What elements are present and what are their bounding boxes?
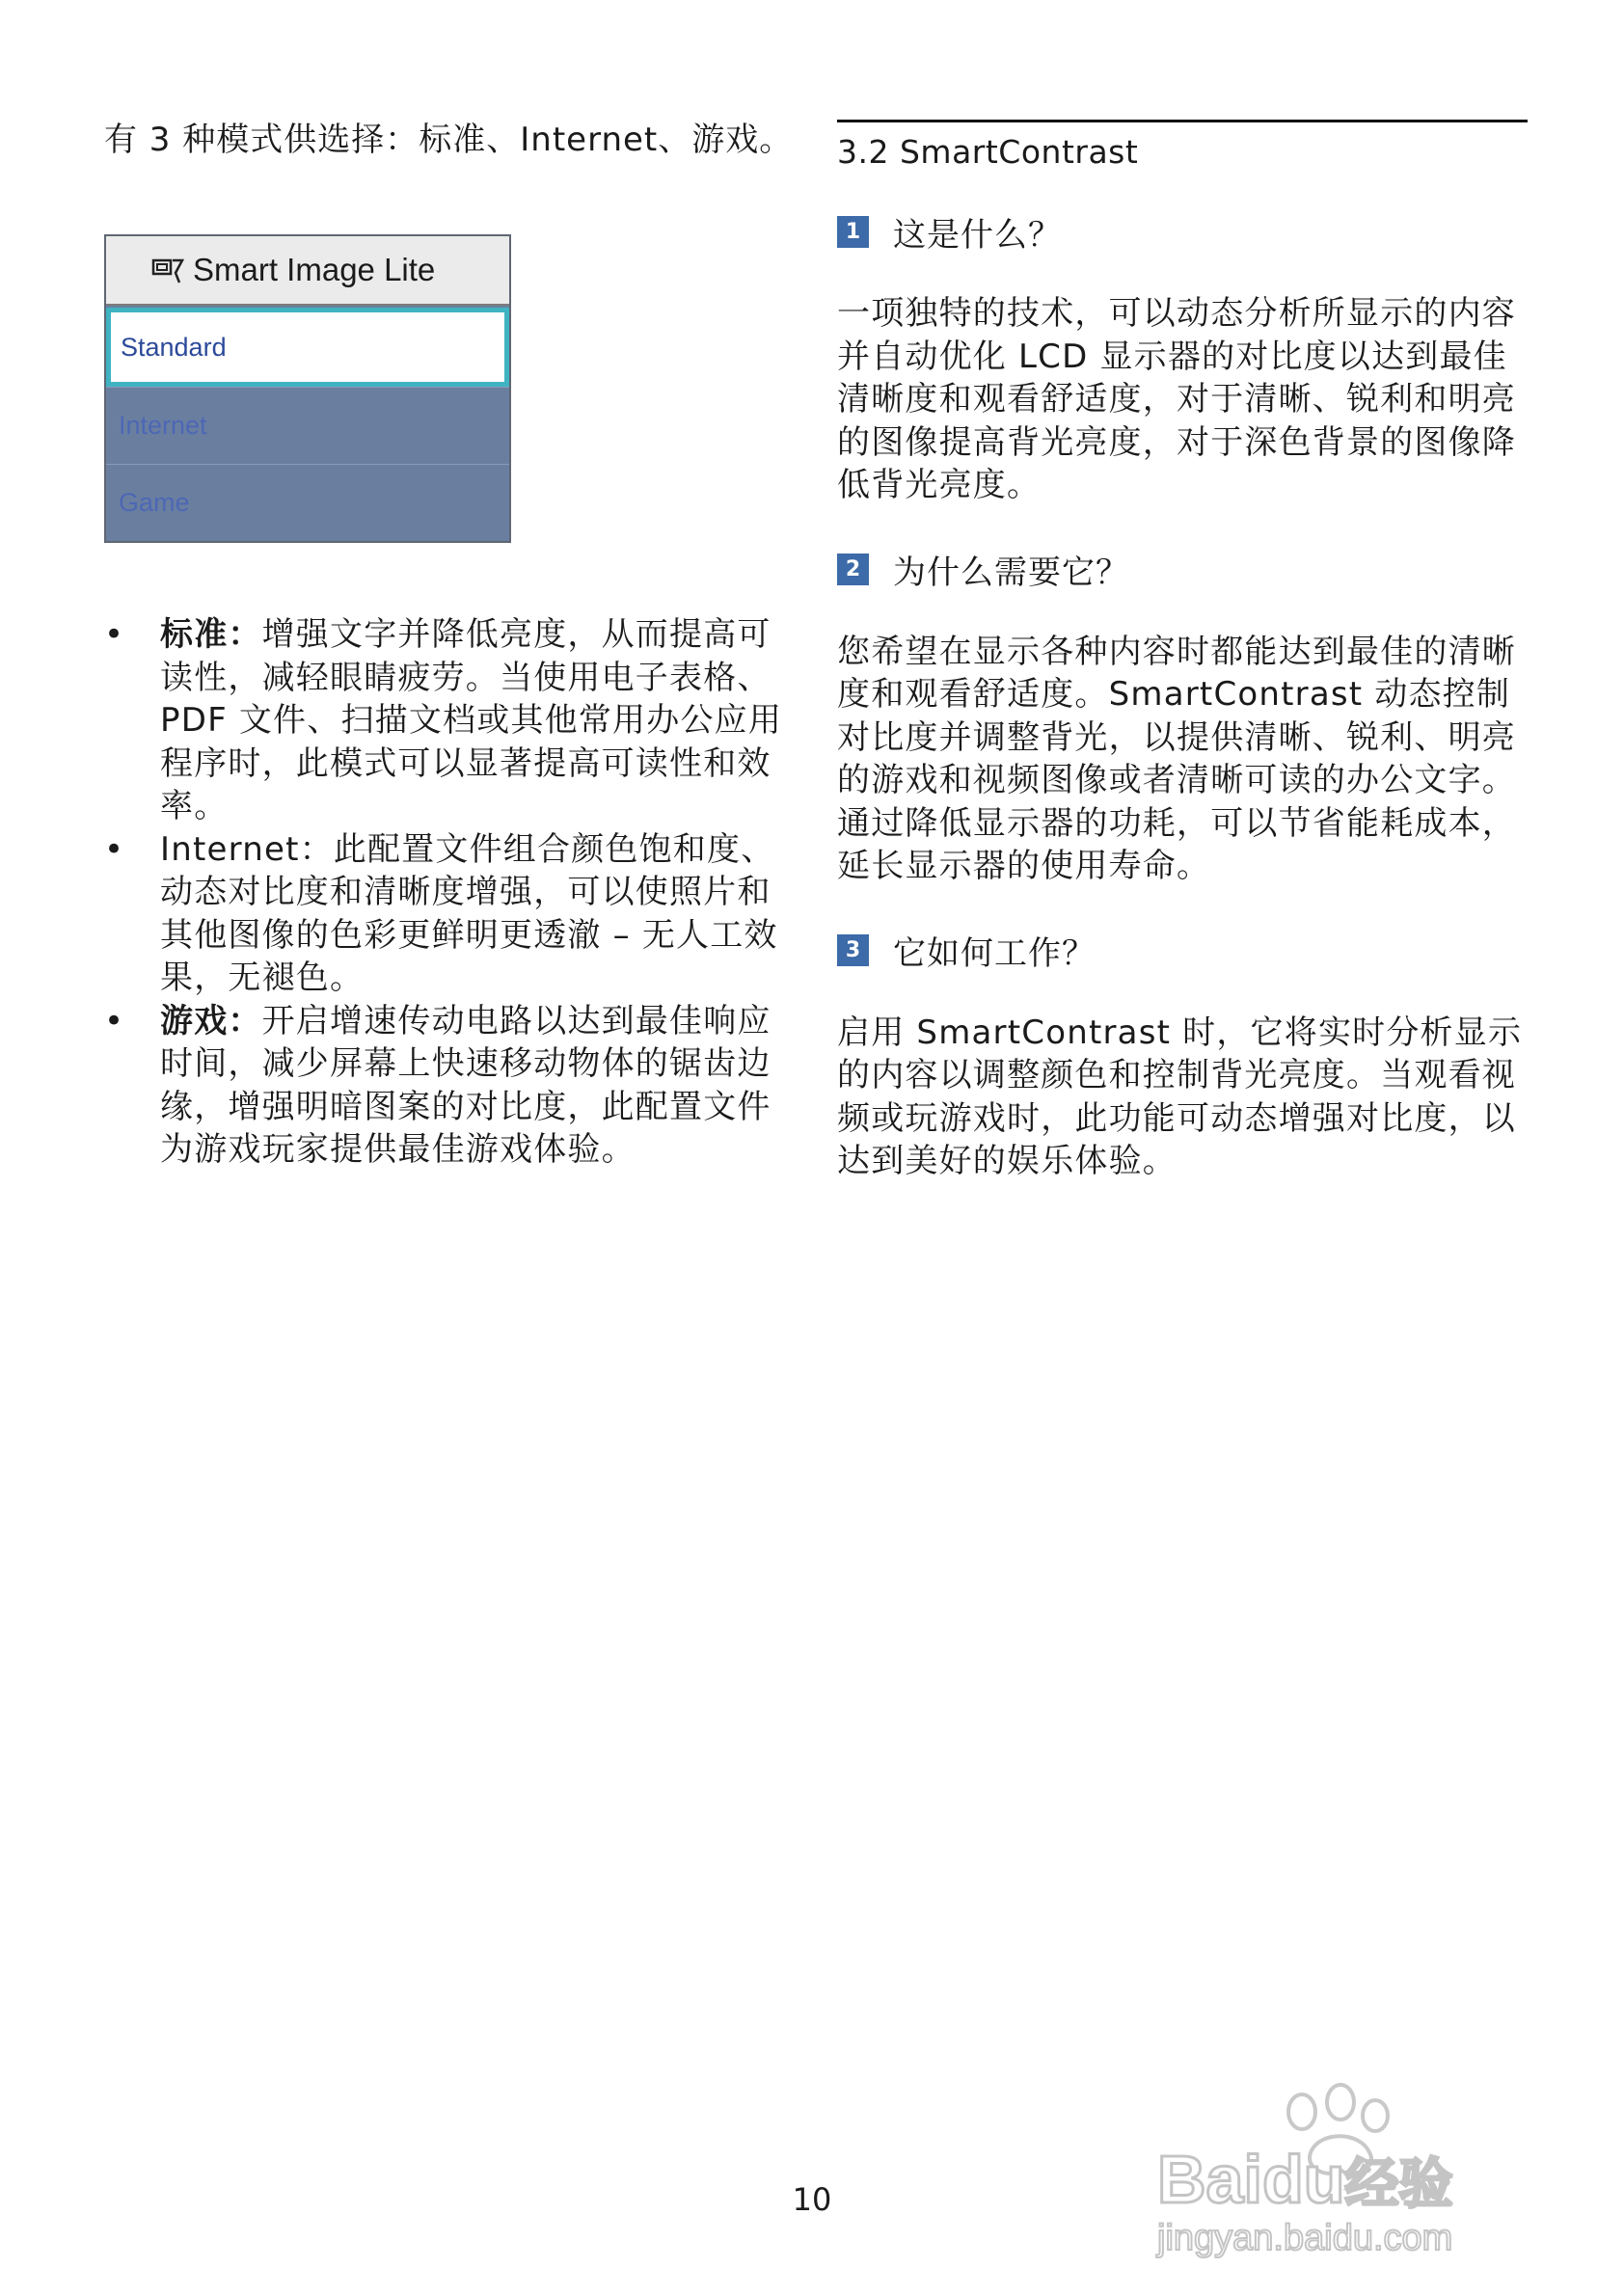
intro-text: 有 3 种模式供选择：标准、Internet、游戏。 xyxy=(104,121,794,159)
question-3 xyxy=(837,927,1528,975)
bullet-icon: • xyxy=(104,1001,125,1040)
item-text: 增强文字并降低亮度，从而提高可读性，减轻眼睛疲劳。当使用电子表格、PDF 文件、扫描文档或其他常用办公应用程序时，此模式可以显著提高可读性和效率。 xyxy=(160,615,783,825)
item-text: Internet：此配置文件组合颜色饱和度、动态对比度和清晰度增强，可以使照片和其他图像的色彩更鲜明更透澈 – 无人工效果，无褪色。 xyxy=(160,829,778,997)
smart-image-icon xyxy=(150,256,185,284)
section-rule xyxy=(837,120,1528,122)
list-item xyxy=(104,1000,798,1172)
osd-item-game[interactable]: Game xyxy=(106,464,509,541)
list-item xyxy=(104,828,798,1000)
question-title: 为什么需要它？ xyxy=(893,554,1129,592)
answer-3: 启用 SmartContrast 时，它将实时分析显示的内容以调整颜色和控制背光亮度。当观看视频或玩游戏时，此功能可动态增强对比度，以达到美好的娱乐体验。 xyxy=(837,1013,1523,1180)
item-bold: 游戏： xyxy=(160,1001,262,1040)
answer-1: 一项独特的技术，可以动态分析所显示的内容并自动优化 LCD 显示器的对比度以达到最佳清晰度和观看舒适度，对于清晰、锐利和明亮的图像提高背光亮度，对于深色背景的图像降低背光亮度。 xyxy=(837,294,1516,504)
mode-list xyxy=(104,613,798,1172)
number-badge: 2 xyxy=(837,554,869,585)
right-column xyxy=(837,120,1528,1183)
watermark-brand: Baidu经验 xyxy=(1157,2142,1453,2217)
page-number: 10 xyxy=(792,2181,832,2218)
number-badge: 3 xyxy=(837,934,869,966)
osd-menu xyxy=(104,234,511,543)
section-title: 3.2 SmartContrast xyxy=(837,133,1139,171)
osd-header xyxy=(106,236,509,306)
left-column xyxy=(104,116,798,164)
bullet-icon: • xyxy=(104,829,125,869)
question-title: 这是什么？ xyxy=(893,215,1062,255)
item-text: 开启增速传动电路以达到最佳响应时间，减少屏幕上快速移动物体的锯齿边缘，增强明暗图案的对比度，此配置文件为游戏玩家提供最佳游戏体验。 xyxy=(160,1001,771,1169)
list-item xyxy=(104,613,798,828)
baidu-watermark xyxy=(1157,2073,1543,2266)
question-1 xyxy=(837,207,1528,256)
question-2 xyxy=(837,546,1528,594)
osd-item-internet[interactable]: Internet xyxy=(106,387,509,464)
answer-2: 您希望在显示各种内容时都能达到最佳的清晰度和观看舒适度。SmartContrast 动态控制对比度并调整背光，以提供清晰、锐利、明亮的游戏和视频图像或者清晰可读的办公文字。通过降低显示器的功耗，可以节省能耗成本，延长显示器的使用寿命。 xyxy=(837,632,1516,885)
osd-item-standard[interactable]: Standard xyxy=(106,308,509,387)
question-title: 它如何工作？ xyxy=(893,934,1096,973)
bullet-icon: • xyxy=(104,615,125,654)
number-badge: 1 xyxy=(837,216,869,248)
osd-title: Smart Image Lite xyxy=(193,252,436,287)
watermark-url: jingyan.baidu.com xyxy=(1157,2218,1453,2258)
item-bold: 标准： xyxy=(160,615,262,654)
